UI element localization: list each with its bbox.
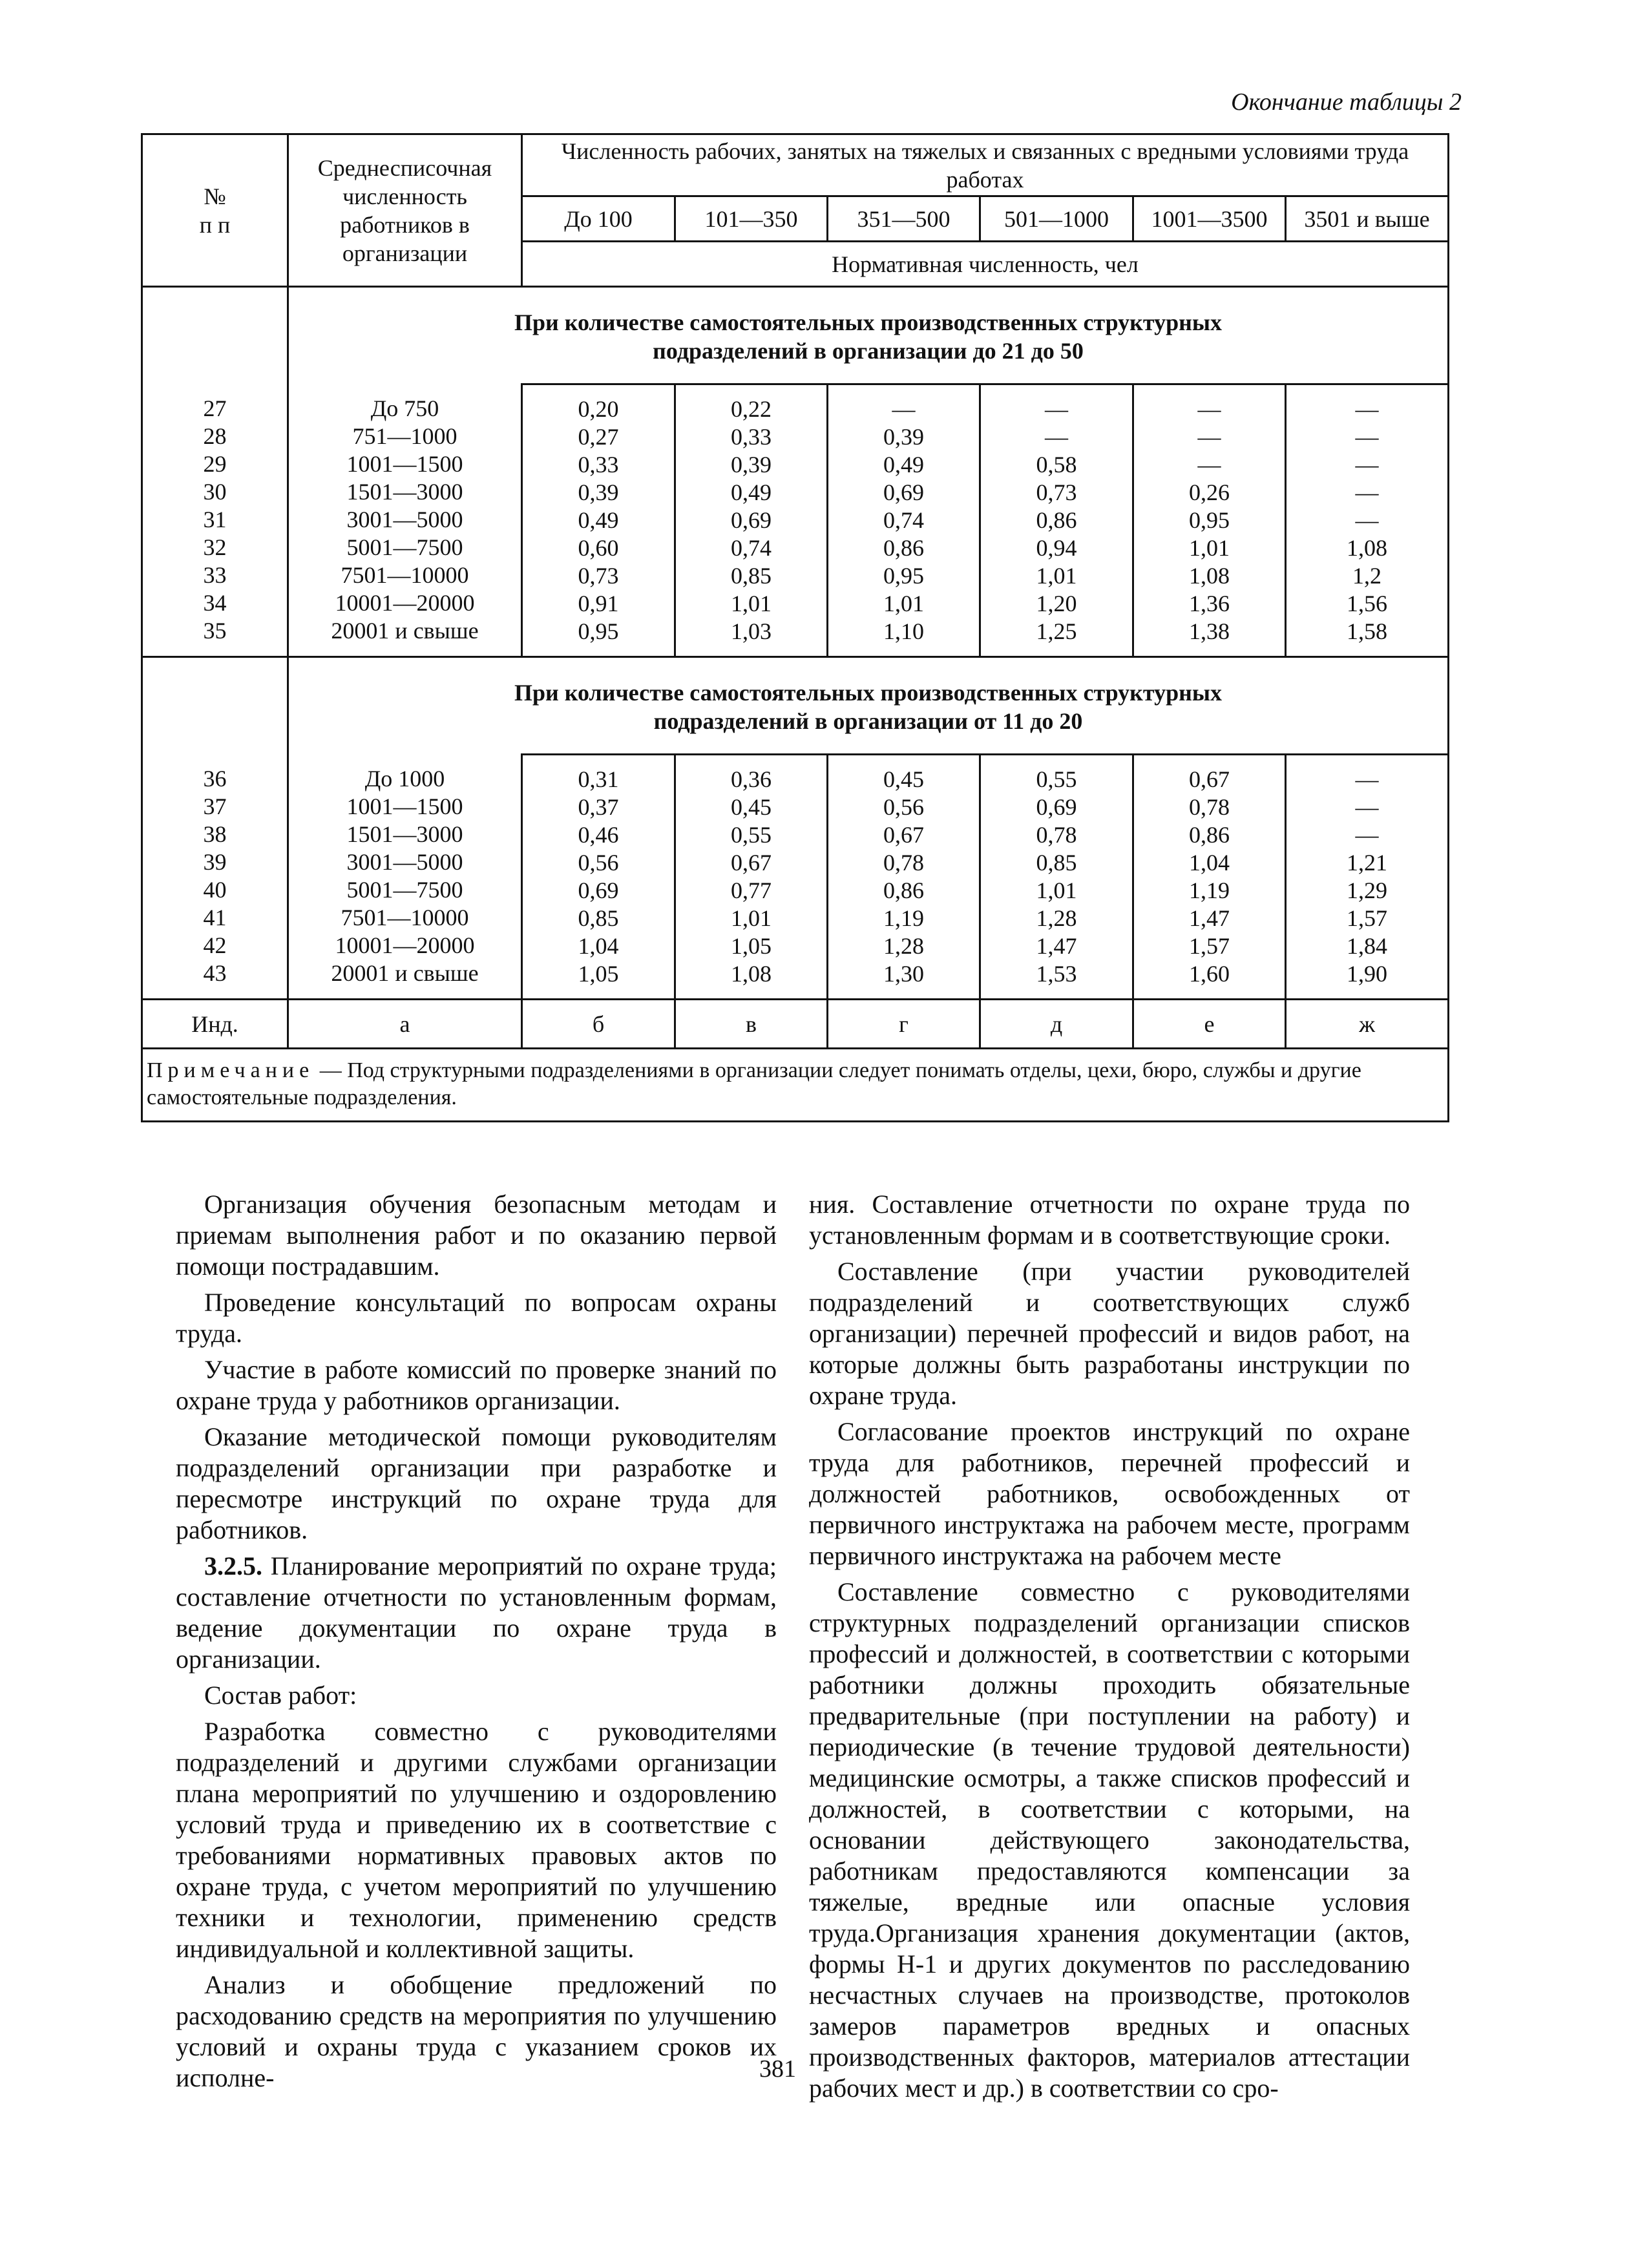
table-cell: 0,27 <box>578 424 619 450</box>
table-cell: До 1000 <box>364 765 445 792</box>
table-cell: 0,49 <box>731 479 772 505</box>
table-cell: 0,39 <box>731 452 772 478</box>
paragraph <box>176 1189 777 1282</box>
table-cell: 1,57 <box>1347 905 1387 931</box>
index-cell: г <box>828 1000 980 1049</box>
table-column-2 <box>522 755 675 1000</box>
table-cell: 1,08 <box>731 961 772 987</box>
table-cell: — <box>1355 507 1379 533</box>
table-cell: — <box>892 396 916 422</box>
table-cell: 1501—3000 <box>346 478 463 505</box>
table-cell: — <box>1355 452 1379 478</box>
table-cell: 0,73 <box>578 563 619 589</box>
table-cell: 0,31 <box>578 766 619 792</box>
table-cell: 43 <box>203 960 227 986</box>
paragraph <box>176 1680 777 1711</box>
table-cell: 29 <box>203 450 227 477</box>
table-cell: 42 <box>203 932 227 958</box>
table-cell: — <box>1045 396 1068 422</box>
index-cell: Инд. <box>142 1000 288 1049</box>
table-cell: 0,20 <box>578 396 619 422</box>
table-cell: 0,58 <box>1036 452 1077 478</box>
table-cell: 1,25 <box>1036 618 1077 644</box>
paragraph <box>176 1551 777 1675</box>
table-cell: 0,69 <box>578 877 619 903</box>
table-cell: 20001 и свыше <box>331 960 479 986</box>
table-cell: 0,39 <box>578 479 619 505</box>
table-cell: 33 <box>203 562 227 588</box>
table-cell: 1,01 <box>883 591 924 616</box>
paragraph-text: Разработка совместно с руководителями подразделений и другими службами организации плана мероприятий по улучшению и оздоровлению условий труда и приведению их в соответствие с требованиями нормативных правовых актов по охране труда, с учетом мероприятий по улучшению техники и технологии, применению средств индивидуальной и коллективной защиты. <box>176 1717 777 1963</box>
table-column-7 <box>1286 384 1449 657</box>
table-column-5 <box>980 384 1133 657</box>
paragraph-text: Участие в работе комиссий по проверке знаний по охране труда у работников организации. <box>176 1355 777 1415</box>
table-cell: 0,39 <box>883 424 924 450</box>
table-cell: 0,45 <box>883 766 924 792</box>
paragraph-text: Анализ и обобщение предложений по расходованию средств на мероприятия по улучшению условий и охраны труда с указанием сроков их исполне- <box>176 1970 777 2092</box>
table-cell: 0,22 <box>731 396 772 422</box>
paragraph <box>809 1416 1410 1571</box>
paragraph-text: Организация обучения безопасным методам и приемам выполнения работ и по оказанию первой помощи пострадавшим. <box>176 1190 777 1281</box>
table-cell: 36 <box>203 765 227 792</box>
table-cell: 35 <box>203 617 227 644</box>
table-column-1 <box>288 384 522 657</box>
header-col: До 100 <box>522 196 675 242</box>
paragraph-text: Оказание методической помощи руководителям подразделений организации при разработке и пересмотре инструкций по охране труда для работников. <box>176 1422 777 1544</box>
paragraph-text: ния. Составление отчетности по охране труда по установленным формам и в соответствующие сроки. <box>809 1190 1410 1250</box>
index-cell: б <box>522 1000 675 1049</box>
table-cell: 3001—5000 <box>346 848 463 875</box>
page-number: 381 <box>759 2055 796 2083</box>
note-label: Примечание <box>147 1058 315 1082</box>
table-cell: 32 <box>203 534 227 560</box>
header-col: 3501 и выше <box>1286 196 1449 242</box>
table-cell: 20001 и свыше <box>331 617 479 644</box>
table-column-0 <box>142 755 288 1000</box>
table-column-2 <box>522 384 675 657</box>
blank-cell <box>142 287 288 384</box>
table-cell: 40 <box>203 876 227 903</box>
table-cell: 28 <box>203 423 227 449</box>
table-cell: 0,74 <box>731 535 772 561</box>
header-group: Численность рабочих, занятых на тяжелых и связанных с вредными условиями труда работах <box>522 134 1449 196</box>
paragraph <box>809 1256 1410 1411</box>
table-cell: 37 <box>203 793 227 819</box>
table-cell: 1,19 <box>883 905 924 931</box>
paragraph-text: Составление (при участии руководителей подразделений и соответствующих служб организации) перечней профессий и видов работ, на которые должны быть разработаны инструкции по охране труда. <box>809 1257 1410 1410</box>
table-cell: — <box>1197 396 1221 422</box>
header-col: 351—500 <box>828 196 980 242</box>
table-cell: 0,49 <box>578 507 619 533</box>
table-cell: 0,85 <box>578 905 619 931</box>
table-cell: 7501—10000 <box>341 904 469 930</box>
table-cell: 1,2 <box>1352 563 1381 589</box>
table-cell: 0,86 <box>883 535 924 561</box>
header-col: 1001—3500 <box>1133 196 1286 242</box>
table-cell: 1,01 <box>1036 877 1077 903</box>
table-cell: 1,58 <box>1347 618 1387 644</box>
paragraph <box>176 1969 777 2094</box>
table-cell: 0,95 <box>1189 507 1230 533</box>
section-title: При количестве самостоятельных производственных структурных подразделений в организации от 11 до 20 <box>288 657 1449 755</box>
header-col: 101—350 <box>675 196 828 242</box>
table-cell: 0,33 <box>731 424 772 450</box>
table-cell: 1,56 <box>1347 591 1387 616</box>
table-cell: 5001—7500 <box>346 876 463 903</box>
index-cell: в <box>675 1000 828 1049</box>
table-cell: 1,57 <box>1189 933 1230 959</box>
table-cell: 1,84 <box>1347 933 1387 959</box>
table-cell: 1501—3000 <box>346 821 463 847</box>
paragraph-text: Составление совместно с руководителями структурных подразделений организации списков профессий и должностей, в соответствии с которыми работники должны проходить обязательные предварительные (при поступлении на работу) и периодические (в течение трудовой деятельности) медицинские осмотры, а также списков профессий и должностей, в соответствии с которыми, на основании действующего законодательства, работникам предоставляются компенсации за тяжелые, вредные или опасные условия труда.Организация хранения документации (актов, формы Н-1 и других документов по расследованию несчастных случаев на производстве, протоколов замеров параметров вредных и опасных производственных факторов, материалов аттестации рабочих мест и др.) в соответствии со сро- <box>809 1577 1410 2103</box>
table-column-3 <box>675 755 828 1000</box>
table-cell: 0,69 <box>1036 794 1077 820</box>
table-caption: Окончание таблицы 2 <box>1231 89 1462 116</box>
table-cell: 1,04 <box>1189 850 1230 876</box>
table-cell: 10001—20000 <box>335 932 475 958</box>
table-cell: — <box>1197 424 1221 450</box>
paragraph <box>809 1577 1410 2104</box>
table-cell: — <box>1045 424 1068 450</box>
table-cell: 5001—7500 <box>346 534 463 560</box>
table-column-7 <box>1286 755 1449 1000</box>
table-column-1 <box>288 755 522 1000</box>
table-cell: 0,26 <box>1189 479 1230 505</box>
table-cell: 1,05 <box>731 933 772 959</box>
table-cell: 0,55 <box>731 822 772 848</box>
table-cell: 0,33 <box>578 452 619 478</box>
table-cell: 1,04 <box>578 933 619 959</box>
table-cell: 41 <box>203 904 227 930</box>
table-cell: 0,95 <box>578 618 619 644</box>
paragraph-text: Проведение консультаций по вопросам охраны труда. <box>176 1288 777 1348</box>
table-cell: 0,69 <box>883 479 924 505</box>
table-column-4 <box>828 384 980 657</box>
table-cell: — <box>1355 479 1379 505</box>
paragraph-text: Согласование проектов инструкций по охране труда для работников, перечней профессий и должностей работников, освобожденных от первичного инструктажа на рабочем месте, программ первичного инструктажа на рабочем месте <box>809 1417 1410 1570</box>
table-cell: 39 <box>203 848 227 875</box>
table-cell: 1,01 <box>731 591 772 616</box>
header-col: 501—1000 <box>980 196 1133 242</box>
table-cell: 0,74 <box>883 507 924 533</box>
paragraph-text: Состав работ: <box>204 1681 357 1710</box>
table-cell: 0,77 <box>731 877 772 903</box>
table-cell: 1,90 <box>1347 961 1387 987</box>
table-cell: 1,05 <box>578 961 619 987</box>
table-cell: — <box>1355 794 1379 820</box>
table-cell: 1,38 <box>1189 618 1230 644</box>
header-num: № п п <box>142 134 288 287</box>
table-cell: 1,47 <box>1189 905 1230 931</box>
table-cell: — <box>1355 766 1379 792</box>
table-cell: 1,01 <box>1189 535 1230 561</box>
table-cell: 0,36 <box>731 766 772 792</box>
table-cell: 1,08 <box>1347 535 1387 561</box>
table-cell: 38 <box>203 821 227 847</box>
left-text-column <box>176 1189 777 2099</box>
table-cell: 0,73 <box>1036 479 1077 505</box>
table-cell: 34 <box>203 589 227 616</box>
table-cell: 0,45 <box>731 794 772 820</box>
table-cell: 1,21 <box>1347 850 1387 876</box>
table-cell: 0,49 <box>883 452 924 478</box>
table-cell: 0,56 <box>578 850 619 876</box>
table-cell: 0,78 <box>1036 822 1077 848</box>
table-column-3 <box>675 384 828 657</box>
table-cell: — <box>1355 396 1379 422</box>
table-cell: 0,86 <box>883 877 924 903</box>
paragraph <box>809 1189 1410 1251</box>
table-cell: 0,69 <box>731 507 772 533</box>
table-column-0 <box>142 384 288 657</box>
table-cell: 30 <box>203 478 227 505</box>
paragraph <box>176 1287 777 1349</box>
index-cell: а <box>288 1000 522 1049</box>
note-text: — Под структурными подразделениями в организации следует понимать отделы, цехи, бюро, службы и другие самостоятельные подразделения. <box>147 1058 1361 1109</box>
section-title: При количестве самостоятельных производственных структурных подразделений в организации до 21 до 50 <box>288 287 1449 384</box>
table-cell: 1,20 <box>1036 591 1077 616</box>
paragraph-text: Планирование мероприятий по охране труда; составление отчетности по установленным формам, ведение документации по охране труда в организации. <box>176 1551 777 1674</box>
table-cell: 1,60 <box>1189 961 1230 987</box>
table-cell: 1,53 <box>1036 961 1077 987</box>
table-cell: 31 <box>203 506 227 532</box>
table-cell: 1001—1500 <box>346 793 463 819</box>
paragraph <box>176 1422 777 1546</box>
table-cell: 1,30 <box>883 961 924 987</box>
norms-table <box>141 133 1449 1122</box>
table-cell: — <box>1355 424 1379 450</box>
table-cell: 0,55 <box>1036 766 1077 792</box>
table-cell: 1,01 <box>1036 563 1077 589</box>
table-column-4 <box>828 755 980 1000</box>
table-cell: 3001—5000 <box>346 506 463 532</box>
header-avg-staff: Среднесписочная численность работников в организации <box>288 134 522 287</box>
table-column-6 <box>1133 755 1286 1000</box>
table-cell: 0,86 <box>1036 507 1077 533</box>
table-cell: 0,78 <box>1189 794 1230 820</box>
table-cell: 0,85 <box>731 563 772 589</box>
table-column-5 <box>980 755 1133 1000</box>
table-cell: 1,19 <box>1189 877 1230 903</box>
table-cell: 1,01 <box>731 905 772 931</box>
table-cell: 0,85 <box>1036 850 1077 876</box>
table-cell: — <box>1197 452 1221 478</box>
table-cell: 0,60 <box>578 535 619 561</box>
table-column-6 <box>1133 384 1286 657</box>
table-note <box>142 1049 1449 1122</box>
table-cell: 1001—1500 <box>346 450 463 477</box>
table-cell: 0,67 <box>731 850 772 876</box>
index-cell: е <box>1133 1000 1286 1049</box>
section-number: 3.2.5. <box>204 1551 262 1580</box>
table-cell: 27 <box>203 395 227 421</box>
table-cell: 1,29 <box>1347 877 1387 903</box>
table-cell: 0,86 <box>1189 822 1230 848</box>
table-cell: 0,37 <box>578 794 619 820</box>
table-cell: 0,56 <box>883 794 924 820</box>
table-cell: 0,78 <box>883 850 924 876</box>
table-cell: 1,36 <box>1189 591 1230 616</box>
table-cell: 0,46 <box>578 822 619 848</box>
table-cell: 0,67 <box>1189 766 1230 792</box>
right-text-column <box>809 1189 1410 2109</box>
table-cell: 0,67 <box>883 822 924 848</box>
table-cell: 1,28 <box>883 933 924 959</box>
table-cell: 751—1000 <box>352 423 457 449</box>
index-cell: ж <box>1286 1000 1449 1049</box>
table-cell: До 750 <box>370 395 439 421</box>
table-cell: 1,47 <box>1036 933 1077 959</box>
index-cell: д <box>980 1000 1133 1049</box>
table-cell: 10001—20000 <box>335 589 475 616</box>
table-cell: 7501—10000 <box>341 562 469 588</box>
table-cell: 1,28 <box>1036 905 1077 931</box>
blank-cell <box>142 657 288 755</box>
table-cell: 0,91 <box>578 591 619 616</box>
paragraph <box>176 1354 777 1416</box>
header-unit: Нормативная численность, чел <box>522 242 1449 287</box>
table-cell: 1,08 <box>1189 563 1230 589</box>
table-cell: 1,10 <box>883 618 924 644</box>
table-cell: 0,94 <box>1036 535 1077 561</box>
table-cell: — <box>1355 822 1379 848</box>
table-cell: 1,03 <box>731 618 772 644</box>
paragraph <box>176 1716 777 1964</box>
table-cell: 0,95 <box>883 563 924 589</box>
